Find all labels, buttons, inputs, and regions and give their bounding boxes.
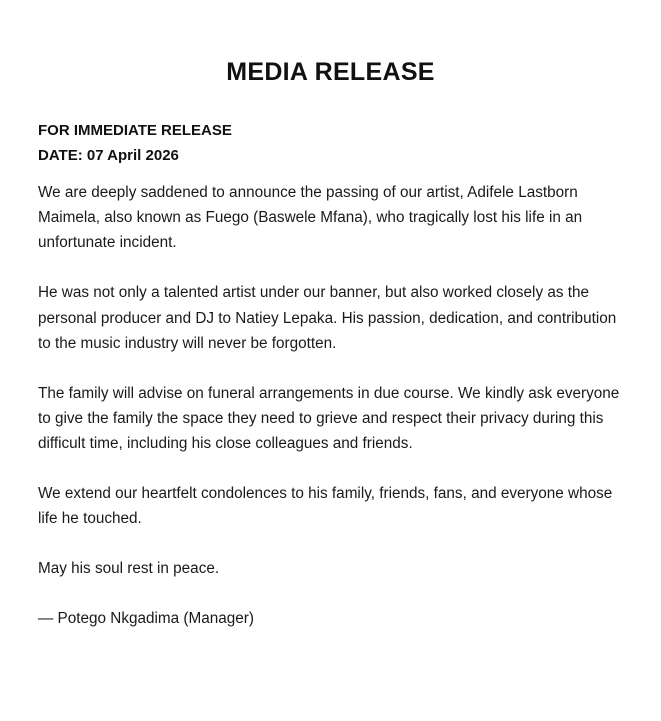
paragraph-line: difficult time, including his close colleagues and friends. — [38, 435, 413, 453]
paragraph-line: Maimela, also known as Fuego (Baswele Mfana), who tragically lost his life in an — [38, 209, 583, 227]
paragraph-line: The family will advise on funeral arrangements in due course. We kindly ask everyone — [38, 384, 620, 402]
release-label: FOR IMMEDIATE RELEASE — [38, 122, 232, 139]
signature: — Potego Nkgadima (Manager) — [38, 610, 254, 628]
release-body — [38, 180, 628, 632]
paragraph-line: to the music industry will never be forgotten. — [38, 334, 337, 352]
paragraph-family-request — [38, 381, 628, 457]
release-date: DATE: 07 April 2026 — [38, 147, 179, 164]
paragraph-line: to give the family the space they need to grieve and respect their privacy during this — [38, 410, 604, 428]
paragraph-line: unfortunate incident. — [38, 234, 177, 252]
paragraph-condolences — [38, 481, 628, 531]
document-title: MEDIA RELEASE — [226, 58, 435, 86]
paragraph-line: We are deeply saddened to announce the passing of our artist, Adifele Lastborn — [38, 184, 578, 201]
release-meta — [38, 118, 232, 168]
paragraph-rest-in-peace — [38, 556, 628, 581]
paragraph-line: May his soul rest in peace. — [38, 560, 220, 578]
paragraph-tribute — [38, 280, 628, 356]
paragraph-line: personal producer and DJ to Natiey Lepaka. His passion, dedication, and contribution — [38, 309, 617, 327]
paragraph-line: We extend our heartfelt condolences to his family, friends, fans, and everyone whose — [38, 485, 613, 503]
paragraph-line: He was not only a talented artist under our banner, but also worked closely as the — [38, 284, 590, 302]
paragraph-line: life he touched. — [38, 510, 142, 528]
paragraph-announcement — [38, 180, 628, 256]
